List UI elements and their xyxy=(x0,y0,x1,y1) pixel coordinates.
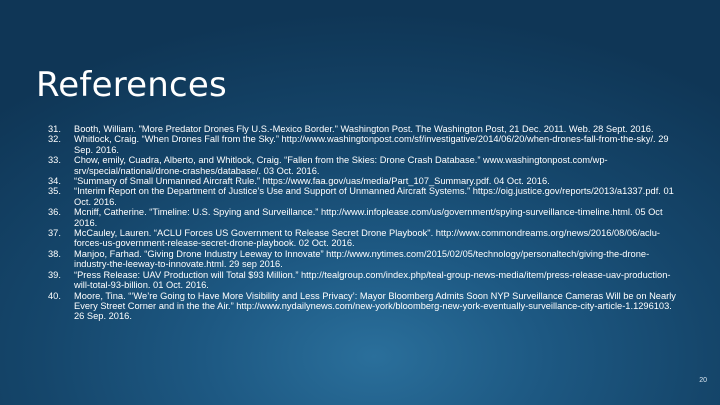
reference-item-36 xyxy=(48,207,688,228)
reference-number: 35. xyxy=(48,186,61,197)
slide-title: References xyxy=(36,64,227,105)
reference-number: 38. xyxy=(48,248,61,259)
reference-number: 32. xyxy=(48,134,61,145)
reference-text: “Summary of Small Unmanned Aircraft Rule.” https://www.faa.gov/uas/media/Part_107_Summary.pdf. 04 Oct. 2016. xyxy=(74,176,550,187)
reference-number: 37. xyxy=(48,228,61,239)
reference-item-40 xyxy=(48,291,688,322)
reference-text: Manjoo, Farhad. “Giving Drone Industry Leeway to Innovate” http://www.nytimes.com/2015/02/05/technology/personaltech/giving-the-drone-industry-the-leeway-to-innovate.html. 29 sep 2016. xyxy=(74,248,650,270)
reference-text: Booth, William. "More Predator Drones Fly U.S.-Mexico Border." Washington Post. The Washington Post, 21 Dec. 2011. Web. 28 Sept. 2016. xyxy=(74,124,654,134)
reference-number: 40. xyxy=(48,290,61,301)
reference-item-31 xyxy=(48,124,688,134)
reference-number: 31. xyxy=(48,124,61,134)
reference-text: “Press Release: UAV Production will Total $93 Million.” http://tealgroup.com/index.php/teal-group-news-media/item/press-release-uav-production-will-total-93-billion. 01 Oct. 2016. xyxy=(74,269,671,291)
reference-text: McCauley, Lauren. “ACLU Forces US Government to Release Secret Drone Playbook". http://www.commondreams.org/news/2016/08/06/aclu-forces-us-government-release-secret-drone-playbook. 02 Oct. 2016. xyxy=(74,228,660,249)
reference-item-33 xyxy=(48,155,688,176)
reference-item-32 xyxy=(48,134,688,155)
reference-item-39 xyxy=(48,270,688,291)
reference-number: 39. xyxy=(48,269,61,280)
reference-text: “Interim Report on the Department of Justice’s Use and Support of Unmanned Aircraft Systems.” https://oig.justice.gov/reports/2013/a1337.pdf. 01 Oct. 2016. xyxy=(74,186,674,207)
reference-item-35 xyxy=(48,186,688,207)
reference-text: Moore, Tina. “‘We’re Going to Have More Visibility and Less Privacy’: Mayor Bloomberg Admits Soon NYP Surveillance Cameras Will be on Nearly Every Street Corner and in the the Air.” http://www.nydailynews.com/new-york/bloomberg-new-york-eventually-surveillance-city-article-1.1296103. 26 Sep. 2016. xyxy=(74,290,676,322)
slide-page-number: 20 xyxy=(699,377,707,384)
reference-item-34 xyxy=(48,176,688,186)
reference-number: 34. xyxy=(48,176,61,187)
reference-number: 33. xyxy=(48,155,61,166)
reference-text: Whitlock, Craig. “When Drones Fall from the Sky.” http://www.washingtonpost.com/sf/investigative/2014/06/20/when-drones-fall-from-the-sky/. 29 Sep. 2016. xyxy=(74,134,669,155)
reference-text: Chow, emily, Cuadra, Alberto, and Whitlock, Craig. “Fallen from the Skies: Drone Crash Database.” www.washingtonpost.com/wp-srv/special/national/drone-crashes/database/. 03 Oct. 2016. xyxy=(74,155,608,176)
reference-item-37 xyxy=(48,228,688,249)
reference-text: Mcniff, Catherine. “Timeline: U.S. Spying and Surveillance.” http://www.infoplease.com/us/government/spying-surveillance-timeline.html. 05 Oct 2016. xyxy=(74,207,663,228)
reference-item-38 xyxy=(48,249,688,270)
reference-number: 36. xyxy=(48,207,61,218)
reference-list xyxy=(48,124,688,322)
